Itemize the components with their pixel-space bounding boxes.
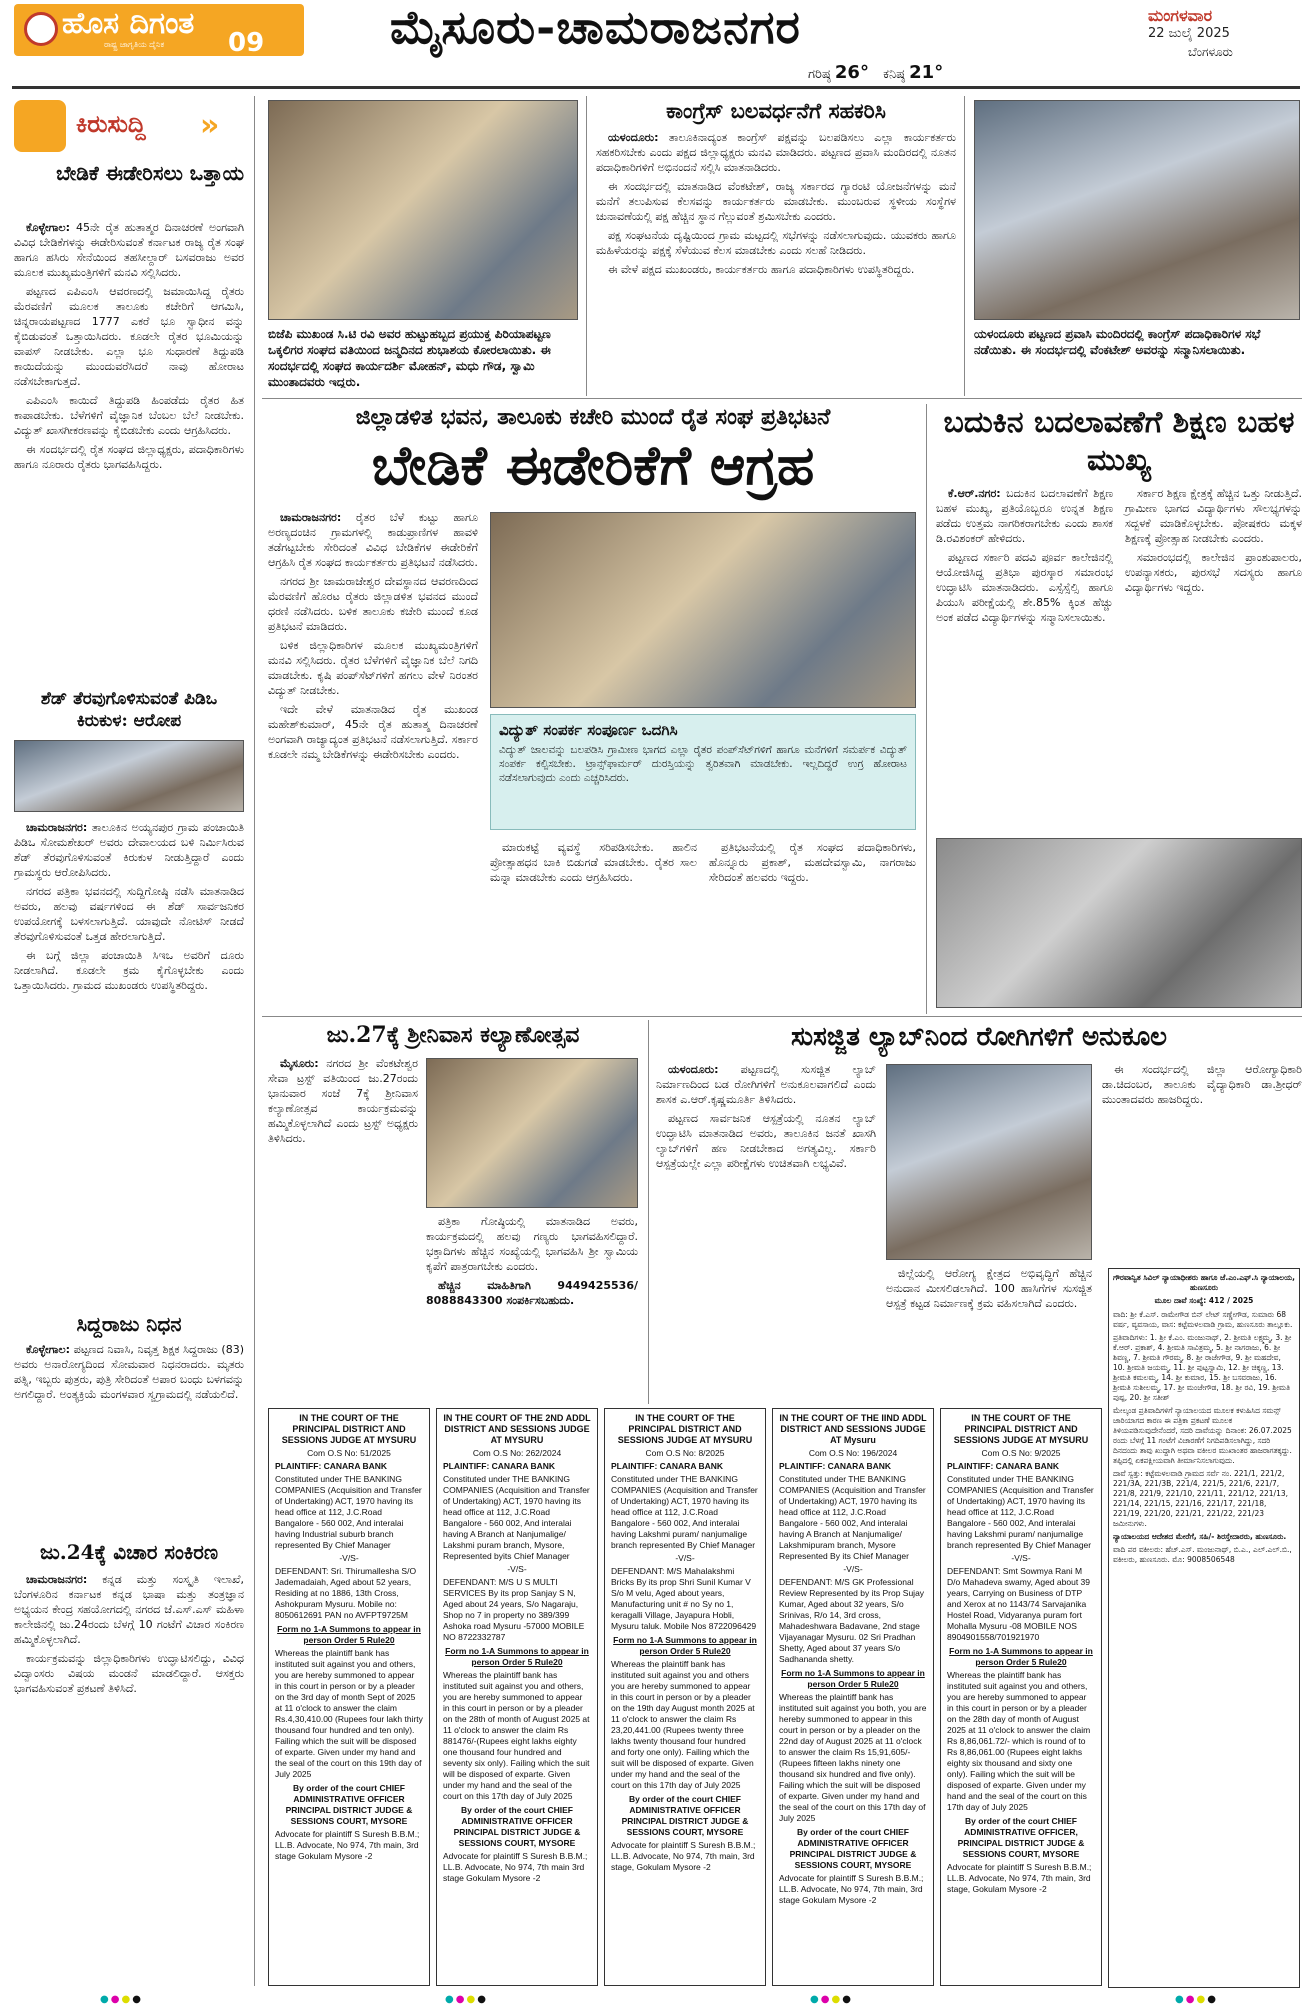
electricity-sidebar-box (490, 714, 916, 830)
row-divider (262, 398, 1302, 399)
ad-summons-text: Whereas the plaintiff bank has instituted suit against you and others you are hereby summoned to appear in this court in person or by a pleader on the 19th day August month 2025 at 11 o'clock to answer the claim Rs 23,20,441.00 (Rupees twenty three lakhs twenty thousand four hundred and forty one only). Failing which the suit will be disposed of exparte. Given under my hand and the seal of the court on this 17th day of July 2025 (611, 1659, 755, 1790)
registration-marks: ●●●● (100, 1994, 143, 2005)
ad-signatory: By order of the court CHIEF ADMINISTRATIVE OFFICER PRINCIPAL DISTRICT JUDGE & SESSIONS COURT, MYSORE (453, 1805, 581, 1848)
paragraph: ಈ ಸಂದರ್ಭದಲ್ಲಿ ಜಿಲ್ಲಾ ಆರೋಗ್ಯಾಧಿಕಾರಿ ಡಾ.ಚಿದಂಬರ, ತಾಲೂಕು ವೈದ್ಯಾಧಿಕಾರಿ ಡಾ.ಶ್ರೀಧರ್ ಮುಂತಾದವರು ಹಾಜರಿದ್ದರು. (1102, 1063, 1302, 1106)
ad-advocate: Advocate for plaintiff S Suresh B.B.M.; LL.B. Advocate, No 974, 7th main, 3rd stage, Gokulam Mysore -2 (947, 1862, 1092, 1894)
chevron-right-icon: » (200, 108, 220, 143)
paragraph: ಸಮಾರಂಭದಲ್ಲಿ ಕಾಲೇಜಿನ ಪ್ರಾಂಶುಪಾಲರು, ಉಪನ್ಯಾಸಕರು, ಪುರಸಭೆ ಸದಸ್ಯರು ಹಾಗೂ ವಿದ್ಯಾರ್ಥಿಗಳು ಇದ್ದರು. (1125, 551, 1302, 594)
lead-body-left (268, 510, 478, 1010)
left-story-4-body (14, 1572, 244, 1982)
edition-title: ಮೈಸೂರು-ಚಾಮರಾಜನಗರ (390, 0, 801, 54)
ad-case-number: Com O.S No: 196/2024 (808, 1448, 898, 1458)
education-story-headline: ಬದುಕಿನ ಬದಲಾವಣೆಗೆ ಶಿಕ್ಷಣ ಬಹಳ ಮುಖ್ಯ (943, 405, 1295, 478)
ad-versus: -V/S- (1011, 1553, 1031, 1563)
congress-meeting-caption: ಯಳಂದೂರು ಪಟ್ಟಣದ ಪ್ರವಾಸಿ ಮಂದಿರದಲ್ಲಿ ಕಾಂಗ್ರೆಸ್ ಪದಾಧಿಕಾರಿಗಳ ಸಭೆ ನಡೆಯಿತು. ಈ ಸಂದರ್ಭದಲ್ಲಿ ವೆಂಕಟೇಶ್ ಅವರನ್ನು ಸನ್ಮಾನಿಸಲಾಯಿತು. (974, 327, 1261, 357)
temp-max: 26° (834, 62, 869, 83)
paragraph: ಪಟ್ಟಣದಲ್ಲಿ ಸುಸಜ್ಜಿತ ಲ್ಯಾಬ್ ನಿರ್ಮಾಣದಿಂದ ಬಡ ರೋಗಿಗಳಿಗೆ ಅನುಕೂಲವಾಗಲಿದೆ ಎಂದು ಶಾಸಕ ಎ.ಆರ್.ಕೃಷ್ಣಮೂರ್ತಿ ತಿಳಿಸಿದರು. (656, 1063, 876, 1106)
paragraph: ಸರ್ಕಾರ ಶಿಕ್ಷಣ ಕ್ಷೇತ್ರಕ್ಕೆ ಹೆಚ್ಚಿನ ಒತ್ತು ನೀಡುತ್ತಿದೆ. ಗ್ರಾಮೀಣ ಭಾಗದ ವಿದ್ಯಾರ್ಥಿಗಳು ಸೌಲಭ್ಯಗಳನ್ನು ಸದ್ಬಳಕೆ ಮಾಡಿಕೊಳ್ಳಬೇಕು. ಪೋಷಕರು ಮಕ್ಕಳ ಶಿಕ್ಷಣಕ್ಕೆ ಪ್ರೋತ್ಸಾಹ ನೀಡಬೇಕು ಎಂದರು. (1125, 487, 1302, 545)
ad-versus: -V/S- (675, 1553, 695, 1563)
court-summons-ad (940, 1408, 1102, 1986)
column-divider (926, 404, 927, 1014)
sidebar-box-headline: ವಿದ್ಯುತ್ ಸಂಪರ್ಕ ಸಂಪೂರ್ಣ ಒದಗಿಸಿ (499, 721, 678, 739)
ad-summons-text: Whereas the plaintiff bank has instituted suit against you and others, you are hereby summoned to appear in this court in person or by a pleader on the 28th day of month of August 2025 at 11 o'clock to answer the claim Rs 8,86,061.72/- which is round of to Rs 8,86,061.00 (Rupees eight lakhs eighty six thousand and sixty one only). Failing which the suit will be disposed of exparte. Given under my hand and the seal of the court on this 17th day of July 2025 (947, 1670, 1091, 1812)
farmers-protest-photo (490, 512, 916, 708)
notice-paragraph: ವಾದಿ: ಶ್ರೀ ಕೆ.ಎಸ್. ರಾಮೇಗೌಡ ಬಿನ್ ಲೇಟ್ ಸಣ್ಣೇಗೌಡ, ಸುಮಾರು 68 ವರ್ಷ, ವ್ಯವಸಾಯ, ವಾಸ: ಕಟ್ಟೆಮಳಲವಾಡಿ ಗ್ರಾಮ, ಹುಣಸೂರು ತಾಲ್ಲೂಕು. (1113, 1310, 1293, 1329)
left-story-1-body (14, 220, 244, 680)
ad-versus: -V/S- (339, 1553, 359, 1563)
dateline: ಕೊಳ್ಳೇಗಾಲ: (26, 1343, 71, 1356)
temp-min-label: ಕನಿಷ್ಠ (883, 67, 906, 82)
dateline: ಚಾಮರಾಜನಗರ: (26, 1573, 88, 1586)
logo-emblem-icon (24, 12, 58, 46)
ad-court-name: IN THE COURT OF THE 2ND ADDL DISTRICT AND SESSIONS JUDGE AT MYSURU (443, 1413, 591, 1445)
logo-tagline: ರಾಷ್ಟ್ರ ಜಾಗೃತಿಯ ದೈನಿಕ (104, 40, 165, 49)
lead-body-right (490, 840, 916, 1010)
birthday-greeting-photo (268, 100, 578, 320)
ad-form-title: Form no 1-A Summons to appear in person Order 5 Rule20 (613, 1635, 757, 1656)
ad-case-number: Com O.S No: 262/2024 (472, 1448, 562, 1458)
ad-plaintiff-details: Constituted under THE BANKING COMPANIES (Acquisition and Transfer of Undertaking) ACT, 1970 having its head office at 112, J.C.Road Bangalore - 560 002, And interalai having A Branch at Nanjumalige/ Lakshmipuram branch, Mysore Represented By its Chief Manager (779, 1474, 926, 1561)
ad-court-name: IN THE COURT OF THE PRINCIPAL DISTRICT AND SESSIONS JUDGE AT MYSURU (953, 1413, 1089, 1445)
ad-case-number: Com O.S No: 9/2025 (981, 1448, 1061, 1458)
temp-min: 21° (909, 62, 944, 83)
dateline: ಚಾಮರಾಜನಗರ: (280, 511, 342, 524)
ad-advocate: Advocate for plaintiff S Suresh B.B.M.; LL.B. Advocate, No 974, 7th main, 3rd stage Gokulam Mysore -2 (275, 1829, 420, 1861)
paragraph: ನಗರದ ಶ್ರೀ ವೆಂಕಟೇಶ್ವರ ಸೇವಾ ಟ್ರಸ್ಟ್ ವತಿಯಿಂದ ಜು.27ರಂದು ಭಾನುವಾರ ಸಂಜೆ 7ಕ್ಕೆ ಶ್ರೀನಿವಾಸ ಕಲ್ಯಾಣೋತ್ಸವ ಕಾರ್ಯಕ್ರಮವನ್ನು ಹಮ್ಮಿಕೊಳ್ಳಲಾಗಿದೆ ಎಂದು ಟ್ರಸ್ಟ್ ಅಧ್ಯಕ್ಷರು ತಿಳಿಸಿದರು. (268, 1057, 418, 1145)
registration-marks: ●●●● (445, 1994, 488, 2005)
dateline: ಯಳಂದೂರು: (608, 131, 659, 144)
ad-form-title: Form no 1-A Summons to appear in person Order 5 Rule20 (949, 1646, 1093, 1667)
ad-advocate: Advocate for plaintiff S Suresh B.B.M.; LL.B. Advocate, No 974, 7th main, 3rd stage Gokulam Mysore -2 (779, 1873, 924, 1905)
paragraph: ಈ ಸಂದರ್ಭದಲ್ಲಿ ರೈತ ಸಂಘದ ಜಿಲ್ಲಾಧ್ಯಕ್ಷರು, ಪದಾಧಿಕಾರಿಗಳು ಹಾಗೂ ನೂರಾರು ರೈತರು ಭಾಗವಹಿಸಿದ್ದರು. (14, 443, 244, 471)
ad-court-name: IN THE COURT OF THE PRINCIPAL DISTRICT AND SESSIONS JUDGE AT MYSURU (281, 1413, 417, 1445)
kirusuddi-title: ಕಿರುಸುದ್ದಿ (76, 110, 146, 138)
left-story-2-body (14, 820, 244, 1290)
city-label: ಬೆಂಗಳೂರು (1188, 45, 1233, 59)
ad-defendant: DEFENDANT: M/S Mahalakshmi Bricks By its prop Shri Sunil Kumar V S/o M velu, Aged about years, Manufacturing unit # no Sy no 1, keragalli Village, Jayapura Hobli, Mysuru taluk. Mobile Nos 8722096429 (611, 1566, 757, 1631)
paragraph: ಪ್ರತಿಭಟನೆಯಲ್ಲಿ ರೈತ ಸಂಘದ ಪದಾಧಿಕಾರಿಗಳು, ಹೊನ್ನೂರು ಪ್ರಕಾಶ್, ಮಹದೇವಸ್ವಾಮಿ, ನಾಗರಾಜು ಸೇರಿದಂತೆ ಹಲವರು ಇದ್ದರು. (709, 841, 916, 884)
weather-strip (808, 62, 943, 83)
paragraph: ಪಟ್ಟಣದ ನಿವಾಸಿ, ನಿವೃತ್ತ ಶಿಕ್ಷಕ ಸಿದ್ದರಾಜು (83) ಅವರು ಅನಾರೋಗ್ಯದಿಂದ ಸೋಮವಾರ ನಿಧನರಾದರು. ಮೃತರು ಪತ್ನಿ, ಇಬ್ಬರು ಪುತ್ರರು, ಪುತ್ರಿ ಸೇರಿದಂತೆ ಅಪಾರ ಬಂಧು ಬಳಗವನ್ನು ಅಗಲಿದ್ದಾರೆ. ಅಂತ್ಯಕ್ರಿಯೆ ಮಂಗಳವಾರ ಸ್ವಗ್ರಾಮದಲ್ಲಿ ನಡೆಯಲಿದೆ. (14, 1343, 244, 1401)
paragraph: ಕಾರ್ಯಕ್ರಮವನ್ನು ಜಿಲ್ಲಾಧಿಕಾರಿಗಳು ಉದ್ಘಾಟಿಸಲಿದ್ದು, ವಿವಿಧ ವಿದ್ವಾಂಸರು ವಿಷಯ ಮಂಡನೆ ಮಾಡಲಿದ್ದಾರೆ. ಆಸಕ್ತರು ಭಾಗವಹಿಸುವಂತೆ ಪ್ರಕಟಣೆ ತಿಳಿಸಿದೆ. (14, 1652, 244, 1695)
ad-signatory: By order of the court CHIEF ADMINISTRATIVE OFFICER, PRINCIPAL DISTRICT JUDGE & SESSIONS COURT, MYSORE (957, 1816, 1085, 1859)
sidebar-box-body: ವಿದ್ಯುತ್ ಜಾಲವನ್ನು ಬಲಪಡಿಸಿ ಗ್ರಾಮೀಣ ಭಾಗದ ಎಲ್ಲಾ ರೈತರ ಪಂಪ್‌ಸೆಟ್‌ಗಳಿಗೆ ಹಾಗೂ ಮನೆಗಳಿಗೆ ಸಮರ್ಪಕ ವಿದ್ಯುತ್ ಸಂಪರ್ಕ ಕಲ್ಪಿಸಬೇಕು. ಟ್ರಾನ್ಸ್‌ಫಾರ್ಮರ್ ದುರಸ್ತಿಯನ್ನು ತ್ವರಿತವಾಗಿ ಮಾಡಬೇಕು. ಇಲ್ಲದಿದ್ದರೆ ಉಗ್ರ ಹೋರಾಟ ನಡೆಸಲಾಗುವುದು ಎಂದು ಎಚ್ಚರಿಸಿದರು. (499, 744, 907, 784)
notice-case: ಮೂಲ ದಾವೆ ಸಂಖ್ಯೆ: 412 / 2025 (1154, 1296, 1254, 1305)
ad-plaintiff: PLAINTIFF: CANARA BANK (275, 1461, 388, 1471)
ad-form-title: Form no 1-A Summons to appear in person Order 5 Rule20 (277, 1624, 421, 1645)
ad-signatory: By order of the court CHIEF ADMINISTRATIVE OFFICER PRINCIPAL DISTRICT JUDGE & SESSIONS COURT, MYSORE (285, 1783, 413, 1826)
paragraph: ರೈತರ ಬೆಳೆ ಕುಟ್ಟು ಹಾಗೂ ಅರಣ್ಯದಂಚಿನ ಗ್ರಾಮಗಳಲ್ಲಿ ಕಾಡುಪ್ರಾಣಿಗಳ ಹಾವಳಿ ತಡೆಗಟ್ಟಬೇಕು ಸೇರಿದಂತೆ ವಿವಿಧ ಬೇಡಿಕೆಗಳ ಈಡೇರಿಕೆಗೆ ಆಗ್ರಹಿಸಿ ರೈತ ಸಂಘದ ಕಾರ್ಯಕರ್ತರು ಪ್ರತಿಭಟನೆ ನಡೆಸಿದರು. (268, 511, 478, 569)
ad-versus: -V/S- (507, 1564, 527, 1574)
ad-advocate: Advocate for plaintiff S Suresh B.B.M.; LL.B. Advocate, No 974, 7th main, 3rd stage, Gokulam Mysore -2 (611, 1840, 756, 1872)
ad-case-number: Com O.S No: 8/2025 (645, 1448, 725, 1458)
paragraph: ಈ ವೇಳೆ ಪಕ್ಷದ ಮುಖಂಡರು, ಕಾರ್ಯಕರ್ತರು ಹಾಗೂ ಪದಾಧಿಕಾರಿಗಳು ಉಪಸ್ಥಿತರಿದ್ದರು. (608, 263, 915, 276)
ad-plaintiff-details: Constituted under THE BANKING COMPANIES (Acquisition and Transfer of Undertaking) ACT, 1970 having its head office at 112, J.C.Road Bangalore - 560 002, And interalai having Industrial suburb branch represented By Chief Manager (275, 1474, 422, 1550)
paragraph: ನಗರದ ಶ್ರೀ ಚಾಮರಾಜೇಶ್ವರ ದೇವಸ್ಥಾನದ ಆವರಣದಿಂದ ಮೆರವಣಿಗೆ ಹೊರಟ ರೈತರು ಜಿಲ್ಲಾಡಳಿತ ಭವನದ ಮುಂದೆ ಧರಣಿ ನಡೆಸಿದರು. ಬಳಿಕ ತಾಲೂಕು ಕಚೇರಿ ಮುಂದೆ ಕೂಡ ಪ್ರತಿಭಟನೆ ಮಾಡಿದರು. (268, 575, 478, 633)
paragraph: ಬಳಿಕ ಜಿಲ್ಲಾಧಿಕಾರಿಗಳ ಮೂಲಕ ಮುಖ್ಯಮಂತ್ರಿಗಳಿಗೆ ಮನವಿ ಸಲ್ಲಿಸಿದರು. ರೈತರ ಬೆಳೆಗಳಿಗೆ ವೈಜ್ಞಾನಿಕ ಬೆಲೆ ನಿಗದಿ ಮಾಡಬೇಕು. ಕೃಷಿ ಪಂಪ್‌ಸೆಟ್‌ಗಳಿಗೆ ಹಗಲು ವೇಳೆ ನಿರಂತರ ವಿದ್ಯುತ್ ನೀಡಬೇಕು. (268, 639, 478, 697)
paragraph: ಎಪಿಎಂಸಿ ಕಾಯಿದೆ ತಿದ್ದುಪಡಿ ಹಿಂಪಡೆದು ರೈತರ ಹಿತ ಕಾಪಾಡಬೇಕು. ಬೆಳೆಗಳಿಗೆ ವೈಜ್ಞಾನಿಕ ಬೆಂಬಲ ಬೆಲೆ ನೀಡಬೇಕು. ವಿದ್ಯುತ್ ಖಾಸಗೀಕರಣವನ್ನು ಕೈಬಿಡಬೇಕು ಎಂದು ಆಗ್ರಹಿಸಿದರು. (14, 394, 244, 437)
paragraph: ಮಾರುಕಟ್ಟೆ ವ್ಯವಸ್ಥೆ ಸರಿಪಡಿಸಬೇಕು. ಹಾಲಿನ ಪ್ರೋತ್ಸಾಹಧನ ಬಾಕಿ ಬಿಡುಗಡೆ ಮಾಡಬೇಕು. ರೈತರ ಸಾಲ ಮನ್ನಾ ಮಾಡಬೇಕು ಎಂದು ಆಗ್ರಹಿಸಿದರು. (490, 841, 697, 884)
paragraph: ಇದೇ ವೇಳೆ ಮಾತನಾಡಿದ ರೈತ ಮುಖಂಡ ಮಹೇಶ್‌ಕುಮಾರ್, 45ನೇ ರೈತ ಹುತಾತ್ಮ ದಿನಾಚರಣೆ ಅಂಗವಾಗಿ ರಾಜ್ಯಾದ್ಯಂತ ಪ್ರತಿಭಟನೆ ನಡೆಸಲಾಗುತ್ತಿದೆ. ಸರ್ಕಾರ ಕೂಡಲೇ ನಮ್ಮ ಬೇಡಿಕೆಗಳನ್ನು ಈಡೇರಿಸಬೇಕು ಎಂದರು. (268, 703, 478, 761)
temp-max-label: ಗರಿಷ್ಠ (808, 67, 831, 82)
ad-summons-text: Whereas the plaintiff bank has instituted suit against you and others, you are hereby summoned to appear in this court in person or by a pleader on the 28th of month of August 2025 at 11 o'clock to answer the claim Rs 881476/-(Rupees eight lakhs eighty one thousand four hundred and seventy six only). Failing which the suit will be disposed of exparte. Given under my hand and the seal of the court on this 17th day of July 2025 (443, 1670, 590, 1801)
paragraph: 45ನೇ ರೈತ ಹುತಾತ್ಮರ ದಿನಾಚರಣೆ ಅಂಗವಾಗಿ ವಿವಿಧ ಬೇಡಿಕೆಗಳನ್ನು ಈಡೇರಿಸುವಂತೆ ಕರ್ನಾಟಕ ರಾಜ್ಯ ರೈತ ಸಂಘ ಹಾಗೂ ಹಸಿರು ಸೇನೆಯಿಂದ ತಹಸೀಲ್ದಾರ್ ಬಸವರಾಜು ಅವರ ಮೂಲಕ ಮುಖ್ಯಮಂತ್ರಿಗಳಿಗೆ ಮನವಿ ಸಲ್ಲಿಸಿದರು. (14, 221, 244, 279)
kalyanotsava-body-a (268, 1056, 418, 1400)
row-divider (262, 1016, 1302, 1017)
birthday-greeting-caption: ಬಿಜೆಪಿ ಮುಖಂಡ ಸಿ.ಟಿ ರವಿ ಅವರ ಹುಟ್ಟುಹಬ್ಬದ ಪ್ರಯುಕ್ತ ಪಿರಿಯಾಪಟ್ಟಣ ಒಕ್ಕಲಿಗರ ಸಂಘದ ವತಿಯಿಂದ ಜನ್ಮದಿನದ ಶುಭಾಶಯ ಕೋರಲಾಯಿತು. ಈ ಸಂದರ್ಭದಲ್ಲಿ ಸಂಘದ ಕಾರ್ಯದರ್ಶಿ ಮೋಹನ್, ಮಧು ಗೌಡ, ಸ್ವಾಮಿ ಮುಂತಾದವರು ಇದ್ದರು. (268, 327, 551, 388)
congress-meeting-photo (974, 100, 1300, 320)
masthead-rule (12, 86, 1300, 89)
ad-plaintiff: PLAINTIFF: CANARA BANK (779, 1461, 892, 1471)
pointing-hand-icon (14, 100, 66, 152)
page-number: 09 (228, 28, 265, 58)
ad-versus: -V/S- (843, 1564, 863, 1574)
lead-headline: ಬೇಡಿಕೆ ಈಡೇರಿಕೆಗೆ ಆಗ್ರಹ (371, 433, 815, 497)
court-summons-ad (436, 1408, 598, 1986)
left-story-1-headline: ಬೇಡಿಕೆ ಈಡೇರಿಸಲು ಒತ್ತಾಯ (56, 161, 244, 185)
ad-defendant: DEFENDANT: Sri. Thirumallesha S/O Jademadaiah, Aged about 52 years, Residing at no 1886, 13th Cross, Ashokpuram Mysuru. Mobile no: 8050612691 PAN no AVFPT9725M (275, 1566, 417, 1620)
column-divider (254, 96, 255, 1986)
congress-story-headline: ಕಾಂಗ್ರೆಸ್ ಬಲವರ್ಧನೆಗೆ ಸಹಕರಿಸಿ (666, 98, 886, 123)
lab-story-headline: ಸುಸಜ್ಜಿತ ಲ್ಯಾಬ್‌ನಿಂದ ರೋಗಿಗಳಿಗೆ ಅನುಕೂಲ (790, 1022, 1168, 1052)
court-summons-ad (772, 1408, 934, 1986)
paragraph: ಈ ಬಗ್ಗೆ ಜಿಲ್ಲಾ ಪಂಚಾಯಿತಿ ಸಿಇಒ ಅವರಿಗೆ ದೂರು ನೀಡಲಾಗಿದೆ. ಕೂಡಲೇ ಕ್ರಮ ಕೈಗೊಳ್ಳಬೇಕು ಎಂದು ಒತ್ತಾಯಿಸಿದರು. ಗ್ರಾಮದ ಮುಖಂಡರು ಉಪಸ್ಥಿತರಿದ್ದರು. (14, 949, 244, 992)
ad-plaintiff: PLAINTIFF: CANARA BANK (611, 1461, 724, 1471)
ad-form-title: Form no 1-A Summons to appear in person Order 5 Rule20 (445, 1646, 589, 1667)
registration-marks: ●●●● (1175, 1994, 1218, 2005)
ad-form-title: Form no 1-A Summons to appear in person Order 5 Rule20 (781, 1668, 925, 1689)
paragraph: ತಾಲೂಕಿನ ಅಯ್ಯನಪುರ ಗ್ರಾಮ ಪಂಚಾಯಿತಿ ಪಿಡಿಒ ಸೋಮಶೇಖರ್ ಅವರು ದೇವಾಲಯದ ಬಳಿ ನಿರ್ಮಿಸಿರುವ ಶೆಡ್ ತೆರವುಗೊಳಿಸುವಂತೆ ಕಿರುಕುಳ ನೀಡುತ್ತಿದ್ದಾರೆ ಎಂದು ಗ್ರಾಮಸ್ಥರು ಆರೋಪಿಸಿದರು. (14, 821, 244, 879)
notice-paragraph: ಪ್ರತಿವಾದಿಗಳು: 1. ಶ್ರೀ ಕೆ.ಎಂ. ಮಂಜುನಾಥ್, 2. ಶ್ರೀಮತಿ ಲಕ್ಷ್ಮಮ್ಮ, 3. ಶ್ರೀ ಕೆ.ಆರ್. ಪ್ರಕಾಶ್, 4. ಶ್ರೀಮತಿ ಸಾವಿತ್ರಮ್ಮ, 5. ಶ್ರೀ ನಾಗರಾಜು, 6. ಶ್ರೀ ಶಿವಣ್ಣ, 7. ಶ್ರೀಮತಿ ಗೌರಮ್ಮ, 8. ಶ್ರೀ ರಾಜೇಗೌಡ, 9. ಶ್ರೀ ಮಹದೇವ, 10. ಶ್ರೀಮತಿ ಜಯಮ್ಮ, 11. ಶ್ರೀ ಪುಟ್ಟಸ್ವಾಮಿ, 12. ಶ್ರೀ ಚಿಕ್ಕಣ್ಣ, 13. ಶ್ರೀಮತಿ ಕಮಲಮ್ಮ, 14. ಶ್ರೀ ಕುಮಾರ, 15. ಶ್ರೀ ಬಸವರಾಜು, 16. ಶ್ರೀಮತಿ ಸುಶೀಲಮ್ಮ, 17. ಶ್ರೀ ಮಂಜೇಗೌಡ, 18. ಶ್ರೀ ರವಿ, 19. ಶ್ರೀಮತಿ ಪುಷ್ಪ, 20. ಶ್ರೀ ಸತೀಶ್ (1113, 1333, 1292, 1402)
ad-plaintiff: PLAINTIFF: CANARA BANK (443, 1461, 556, 1471)
date-label: 22 ಜುಲೈ 2025 (1148, 26, 1230, 41)
dateline: ಯಳಂದೂರು: (668, 1063, 719, 1076)
ad-plaintiff-details: Constituted under THE BANKING COMPANIES (Acquisition and Transfer of Undertaking) ACT, 1970 having its head office at 112, J.C.Road Bangalore - 560 002, And interalai having A Branch at Nanjumalige/ Lakshmi puram branch, Mysore, Represented byits Chief Manager (443, 1474, 590, 1561)
ad-signatory: By order of the court CHIEF ADMINISTRATIVE OFFICER PRINCIPAL DISTRICT JUDGE & SESSIONS COURT, MYSORE (789, 1827, 917, 1870)
dateline: ಕೆ.ಆರ್.ನಗರ: (948, 487, 1001, 500)
notice-paragraph: ವಾದಿ ಪರ ವಕೀಲರು: ಹೆಚ್.ಎಸ್. ಮಂಜುನಾಥ್, ಬಿ.ಎ., ಎಲ್.ಎಲ್.ಬಿ., ವಕೀಲರು, ಹುಣಸೂರು. ಮೊ: 9008506548 (1113, 1545, 1292, 1564)
award-ceremony-photo (936, 838, 1302, 1008)
date-box (1148, 6, 1298, 60)
dateline: ಚಾಮರಾಜನಗರ: (26, 821, 88, 834)
contact-numbers: ಹೆಚ್ಚಿನ ಮಾಹಿತಿಗಾಗಿ 9449425536/ 8088843300 ಸಂಪರ್ಕಿಸಬಹುದು. (426, 1279, 638, 1307)
notice-paragraph: ನ್ಯಾಯಾಲಯದ ಆದೇಶದ ಮೇರೆಗೆ, ಸಹಿ/- ಶಿರಸ್ತೇದಾರರು, ಹುಣಸೂರು. (1113, 1532, 1287, 1541)
left-story-2-headline: ಶೆಡ್ ತೆರವುಗೊಳಿಸುವಂತೆ ಪಿಡಿಒ ಕಿರುಕುಳ: ಆರೋಪ (40, 689, 218, 731)
column-divider (648, 1020, 649, 1404)
paragraph: ನಗರದ ಪತ್ರಿಕಾ ಭವನದಲ್ಲಿ ಸುದ್ದಿಗೋಷ್ಠಿ ನಡೆಸಿ ಮಾತನಾಡಿದ ಅವರು, ಹಲವು ವರ್ಷಗಳಿಂದ ಈ ಶೆಡ್ ಸಾರ್ವಜನಿಕರ ಉಪಯೋಗಕ್ಕೆ ಬಳಸಲಾಗುತ್ತಿದೆ. ಯಾವುದೇ ನೋಟಿಸ್ ನೀಡದೆ ತೆರವುಗೊಳಿಸುವಂತೆ ಒತ್ತಡ ಹೇರಲಾಗುತ್ತಿದೆ. (14, 885, 244, 943)
paragraph: ಪತ್ರಿಕಾ ಗೋಷ್ಠಿಯಲ್ಲಿ ಮಾತನಾಡಿದ ಅವರು, ಕಾರ್ಯಕ್ರಮದಲ್ಲಿ ಹಲವು ಗಣ್ಯರು ಭಾಗವಹಿಸಲಿದ್ದಾರೆ. ಭಕ್ತಾದಿಗಳು ಹೆಚ್ಚಿನ ಸಂಖ್ಯೆಯಲ್ಲಿ ಭಾಗವಹಿಸಿ ಶ್ರೀ ಸ್ವಾಮಿಯ ಕೃಪೆಗೆ ಪಾತ್ರರಾಗಬೇಕು ಎಂದರು. (426, 1215, 638, 1273)
left-story-2-photo (14, 740, 244, 812)
paragraph: ಪಕ್ಷ ಸಂಘಟನೆಯ ದೃಷ್ಟಿಯಿಂದ ಗ್ರಾಮ ಮಟ್ಟದಲ್ಲಿ ಸಭೆಗಳನ್ನು ನಡೆಸಲಾಗುವುದು. ಯುವಕರು ಹಾಗೂ ಮಹಿಳೆಯರನ್ನು ಪಕ್ಷಕ್ಕೆ ಸೆಳೆಯುವ ಕೆಲಸ ಮಾಡಬೇಕು ಎಂದು ಸಲಹೆ ನೀಡಿದರು. (596, 229, 956, 257)
ad-signatory: By order of the court CHIEF ADMINISTRATIVE OFFICER PRINCIPAL DISTRICT JUDGE & SESSIONS COURT, MYSORE (621, 1794, 749, 1837)
ad-court-name: IN THE COURT OF THE IIND ADDL DISTRICT AND SESSIONS JUDGE AT Mysuru (779, 1413, 927, 1445)
newspaper-logo (14, 4, 304, 56)
ad-defendant: DEFENDANT: M/S GK Professional Review Represented by its Prop Sujay Kumar, Aged about 32 years, S/o Srinivas, R/o 14, 3rd cross, Mahadeshwara Badavane, 2nd stage Vijayanagar Mysuru. 02 Sri Pradhan Shetty, Aged about 37 years S/o Sadhananda shetty. (779, 1577, 925, 1664)
ad-defendant: DEFENDANT: M/S U S MULTI SERVICES By its prop Sanjay S N, Aged about 24 years, S/o Nagaraju, Shop no 7 in property no 389/399 Ashoka road Mysuru -57000 MOBILE NO 8722332787 (443, 1577, 585, 1642)
dateline: ಕೊಳ್ಳೇಗಾಲ: (26, 221, 71, 234)
kalyanotsava-body-b (426, 1214, 638, 1400)
education-story-body (936, 486, 1302, 826)
ad-summons-text: Whereas the plaintiff bank has instituted suit against you and others, you are hereby summoned to appear in this court in person or by a pleader on the 3rd day of month Sept of 2025 at 11 o'clock to answer the claim Rs.4,30,410.00 (Rupees four lakh thirty thousand four hundred and ten only). Failing which the suit will be disposed of exparte. Given under my hand and the seal of the court on this 19th day of July 2025 (275, 1648, 423, 1779)
lead-kicker: ಜಿಲ್ಲಾಡಳಿತ ಭವನ, ತಾಲೂಕು ಕಚೇರಿ ಮುಂದೆ ರೈತ ಸಂಘ ಪ್ರತಿಭಟನೆ (355, 404, 831, 430)
column-divider (586, 96, 587, 396)
ad-plaintiff-details: Constituted under THE BANKING COMPANIES (Acquisition and Transfer of Undertaking) ACT, 1970 having its head office at 112, J.C.Road Bangalore - 560 002, And interalai having Lakshmi puram/ nanjumalige branch represented By Chief Manager (611, 1474, 758, 1550)
kirusuddi-banner (14, 100, 244, 152)
left-story-4-headline: ಜು.24ಕ್ಕೆ ವಿಚಾರ ಸಂಕಿರಣ (39, 1540, 219, 1564)
paragraph: ಪಟ್ಟಣದ ಎಪಿಎಂಸಿ ಆವರಣದಲ್ಲಿ ಜಮಾಯಿಸಿದ್ದ ರೈತರು ಮೆರವಣಿಗೆ ಮೂಲಕ ತಾಲೂಕು ಕಚೇರಿಗೆ ಆಗಮಿಸಿ, ಚಿನ್ನರಾಯಪಟ್ಟಣದ 1777 ಎಕರೆ ಭೂ ಸ್ವಾಧೀನ ವನ್ನು ಕೈಬಿಡುವಂತೆ ಒತ್ತಾಯಿಸಿದರು. ಕೂಡಲೇ ರೈತರ ಭೂಮಿಯನ್ನು ವಾಪಸ್ ನೀಡಬೇಕು. ಎಲ್ಲಾ ಭೂ ಸುಧಾರಣೆ ತಿದ್ದುಪಡಿ ಕಾಯಿದೆಯನ್ನು ಮುಂದುವರೆಸಿದರೆ ನಾವು ಹೋರಾಟ ನಡೆಸಬೇಕಾಗುತ್ತದೆ. (14, 285, 244, 388)
ad-defendant: DEFENDANT: Smt Sowmya Rani M D/o Mahadeva swamy, Aged about 39 years, Carrying on Business of DTP and Xerox at no 1143/74 Sarvajanika Hostel Road, Vidyaranya puram fort Mohalla Mysuru -08 MOBILE NOS 8904901558/701921970 (947, 1566, 1091, 1642)
notice-head: ಗೌರವಾನ್ವಿತ ಸಿವಿಲ್ ನ್ಯಾಯಾಧೀಶರು ಹಾಗೂ ಜೆ.ಎಂ.ಎಫ್.ಸಿ ನ್ಯಾಯಾಲಯ, ಹುಣಸೂರು (1113, 1273, 1295, 1292)
paragraph: ಪಟ್ಟಣದ ಸರ್ಕಾರಿ ಪದವಿ ಪೂರ್ವ ಕಾಲೇಜಿನಲ್ಲಿ ಆಯೋಜಿಸಿದ್ದ ಪ್ರತಿಭಾ ಪುರಸ್ಕಾರ ಸಮಾರಂಭ ಉದ್ಘಾಟಿಸಿ ಮಾತನಾಡಿದರು. ಎಸ್ಸೆಸ್ಸೆಲ್ಸಿ ಹಾಗೂ ಪಿಯುಸಿ ಪರೀಕ್ಷೆಯಲ್ಲಿ ಶೇ.85% ಕ್ಕಿಂತ ಹೆಚ್ಚು ಅಂಕ ಪಡೆದ ವಿದ್ಯಾರ್ಥಿಗಳನ್ನು ಸನ್ಮಾನಿಸಲಾಯಿತು. (936, 551, 1113, 624)
paragraph: ಪಟ್ಟಣದ ಸಾರ್ವಜನಿಕ ಆಸ್ಪತ್ರೆಯಲ್ಲಿ ನೂತನ ಲ್ಯಾಬ್ ಉದ್ಘಾಟಿಸಿ ಮಾತನಾಡಿದ ಅವರು, ತಾಲೂಕಿನ ಜನತೆ ಖಾಸಗಿ ಲ್ಯಾಬ್‌ಗಳಿಗೆ ಹಣ ನೀಡಬೇಕಾದ ಅಗತ್ಯವಿಲ್ಲ. ಸರ್ಕಾರಿ ಆಸ್ಪತ್ರೆಯಲ್ಲೇ ಎಲ್ಲಾ ಪರೀಕ್ಷೆಗಳು ಉಚಿತವಾಗಿ ಲಭ್ಯವಿವೆ. (656, 1112, 876, 1170)
left-story-3-body (14, 1342, 244, 1532)
congress-story-body (596, 130, 956, 392)
registration-marks: ●●●● (810, 1994, 853, 2005)
ad-plaintiff-details: Constituted under THE BANKING COMPANIES (Acquisition and Transfer of Undertaking) ACT, 1970 having its head office at 112, J.C.Road Bangalore - 560 002, And interalai having Lakshmi puram/ nanjumalige branch represented By Chief Manager (947, 1474, 1094, 1550)
logo-name: ಹೊಸ ದಿಗಂತ (62, 6, 195, 41)
lab-story-body-b (886, 1266, 1092, 1400)
column-divider (964, 96, 965, 396)
ad-summons-text: Whereas the plaintiff bank has instituted suit against you both, you are hereby summoned to appear in this court in person or by a pleader on the 22nd day of August 2025 at 11 o'clock to answer the claim Rs 15,91,605/- (Rupees fifteen lakhs ninety one thousand six hundred and five only). Failing which the suit will be disposed of exparte. Given under my hand and the seal of the court on this 17th day of July 2025 (779, 1692, 927, 1823)
paragraph: ಜಿಲ್ಲೆಯಲ್ಲಿ ಆರೋಗ್ಯ ಕ್ಷೇತ್ರದ ಅಭಿವೃದ್ಧಿಗೆ ಹೆಚ್ಚಿನ ಅನುದಾನ ಮೀಸಲಿಡಲಾಗಿದೆ. 100 ಹಾಸಿಗೆಗಳ ಸುಸಜ್ಜಿತ ಆಸ್ಪತ್ರೆ ಕಟ್ಟಡ ನಿರ್ಮಾಣಕ್ಕೆ ಕ್ರಮ ವಹಿಸಲಾಗಿದೆ ಎಂದರು. (886, 1267, 1092, 1310)
court-summons-ad (604, 1408, 766, 1986)
day-label: ಮಂಗಳವಾರ (1148, 6, 1213, 25)
left-story-3-headline: ಸಿದ್ದರಾಜು ನಿಧನ (76, 1312, 182, 1336)
lab-story-body-a (656, 1062, 876, 1400)
ad-court-name: IN THE COURT OF THE PRINCIPAL DISTRICT AND SESSIONS JUDGE AT MYSURU (617, 1413, 753, 1445)
kalyanotsava-photo (426, 1058, 638, 1208)
lab-story-body-c (1102, 1062, 1302, 1262)
lab-inauguration-photo (886, 1064, 1092, 1260)
notice-paragraph: ಮೇಲ್ಕಂಡ ಪ್ರತಿವಾದಿಗಳಿಗೆ ನ್ಯಾಯಾಲಯದ ಮೂಲಕ ಕಳುಹಿಸಿದ ಸಮನ್ಸ್ ಜಾರಿಯಾಗದ ಕಾರಣ ಈ ಪತ್ರಿಕಾ ಪ್ರಕಟಣೆ ಮೂಲಕ ತಿಳಿಯಪಡಿಸುವುದೇನೆಂದರೆ, ಸದರಿ ದಾವೆಯನ್ನು ದಿನಾಂಕ: 26.07.2025 ರಂದು ಬೆಳಗ್ಗೆ 11 ಗಂಟೆಗೆ ವಿಚಾರಣೆಗೆ ನಿಗದಿಪಡಿಸಲಾಗಿದ್ದು, ಸದರಿ ದಿನದಂದು ತಾವು ಖುದ್ದಾಗಿ ಅಥವಾ ವಕೀಲರ ಮುಖಾಂತರ ಹಾಜರಾಗತಕ್ಕದ್ದು. ತಪ್ಪಿದಲ್ಲಿ ಏಕಪಕ್ಷೀಯವಾಗಿ ತೀರ್ಮಾನಿಸಲಾಗುವುದು. (1113, 1406, 1292, 1465)
court-summons-ad (268, 1408, 430, 1986)
ad-plaintiff: PLAINTIFF: CANARA BANK (947, 1461, 1060, 1471)
notice-paragraph: ದಾವೆ ಸ್ವತ್ತು: ಕಟ್ಟೆಮಳಲವಾಡಿ ಗ್ರಾಮದ ಸರ್ವೆ ನಂ. 221/1, 221/2, 221/3A, 221/3B, 221/4, 221/5, 221/6, 221/7, 221/8, 221/9, 221/10, 221/11, 221/12, 221/13, 221/14, 221/15, 221/16, 221/17, 221/18, 221/19, 221/20, 221/21, 221/22, 221/23 ಜಮೀನುಗಳು. (1113, 1469, 1288, 1528)
paragraph: ಕನ್ನಡ ಮತ್ತು ಸಂಸ್ಕೃತಿ ಇಲಾಖೆ, ಬೆಂಗಳೂರಿನ ಕರ್ನಾಟಕ ಕನ್ನಡ ಭಾಷಾ ಮತ್ತು ತಂತ್ರಜ್ಞಾನ ಅಭ್ಯಯನ ಕೇಂದ್ರ ಸಹಯೋಗದಲ್ಲಿ ನಗರದ ಜೆ.ಎಸ್.ಎಸ್ ಮಹಿಳಾ ಕಾಲೇಜಿನಲ್ಲಿ ಜು.24ರಂದು ಬೆಳಗ್ಗೆ 10 ಗಂಟೆಗೆ ವಿಚಾರ ಸಂಕಿರಣ ಹಮ್ಮಿಕೊಳ್ಳಲಾಗಿದೆ. (14, 1573, 244, 1646)
masthead (0, 0, 1312, 58)
ad-case-number: Com O.S No: 51/2025 (307, 1448, 391, 1458)
ad-advocate: Advocate for plaintiff S Suresh B.B.M.; LL.B. Advocate, No 974, 7th main 3rd stage Gokulam Mysore -2 (443, 1851, 588, 1883)
kannada-court-notice (1108, 1268, 1300, 1988)
kalyanotsava-headline: ಜು.27ಕ್ಕೆ ಶ್ರೀನಿವಾಸ ಕಲ್ಯಾಣೋತ್ಸವ (326, 1022, 580, 1048)
paragraph: ತಾಲೂಕಿನಾದ್ಯಂತ ಕಾಂಗ್ರೆಸ್ ಪಕ್ಷವನ್ನು ಬಲಪಡಿಸಲು ಎಲ್ಲಾ ಕಾರ್ಯಕರ್ತರು ಸಹಕರಿಸಬೇಕು ಎಂದು ಪಕ್ಷದ ಜಿಲ್ಲಾಧ್ಯಕ್ಷರು ಮನವಿ ಮಾಡಿದರು. ಪಟ್ಟಣದ ಪ್ರವಾಸಿ ಮಂದಿರದಲ್ಲಿ ನೂತನ ಪದಾಧಿಕಾರಿಗಳಿಗೆ ಅಭಿನಂದನೆ ಸಲ್ಲಿಸಿ ಮಾತನಾಡಿದರು. (596, 131, 956, 174)
dateline: ಮೈಸೂರು: (280, 1057, 319, 1070)
paragraph: ಈ ಸಂದರ್ಭದಲ್ಲಿ ಮಾತನಾಡಿದ ವೆಂಕಟೇಶ್, ರಾಜ್ಯ ಸರ್ಕಾರದ ಗ್ಯಾರಂಟಿ ಯೋಜನೆಗಳನ್ನು ಮನೆ ಮನೆಗೆ ತಲುಪಿಸುವ ಕೆಲಸವನ್ನು ಕಾರ್ಯಕರ್ತರು ಮಾಡಬೇಕು. ಮುಂಬರುವ ಸ್ಥಳೀಯ ಸಂಸ್ಥೆಗಳ ಚುನಾವಣೆಯಲ್ಲಿ ಪಕ್ಷ ಹೆಚ್ಚಿನ ಸ್ಥಾನ ಗೆಲ್ಲುವಂತೆ ಶ್ರಮಿಸಬೇಕು ಎಂದರು. (596, 180, 956, 223)
paragraph: ಬದುಕಿನ ಬದಲಾವಣೆಗೆ ಶಿಕ್ಷಣ ಬಹಳ ಮುಖ್ಯ, ಪ್ರತಿಯೊಬ್ಬರೂ ಉನ್ನತ ಶಿಕ್ಷಣ ಪಡೆದು ಉತ್ತಮ ನಾಗರಿಕರಾಗಬೇಕು ಎಂದು ಶಾಸಕ ಡಿ.ರವಿಶಂಕರ್ ಹೇಳಿದರು. (936, 487, 1114, 545)
